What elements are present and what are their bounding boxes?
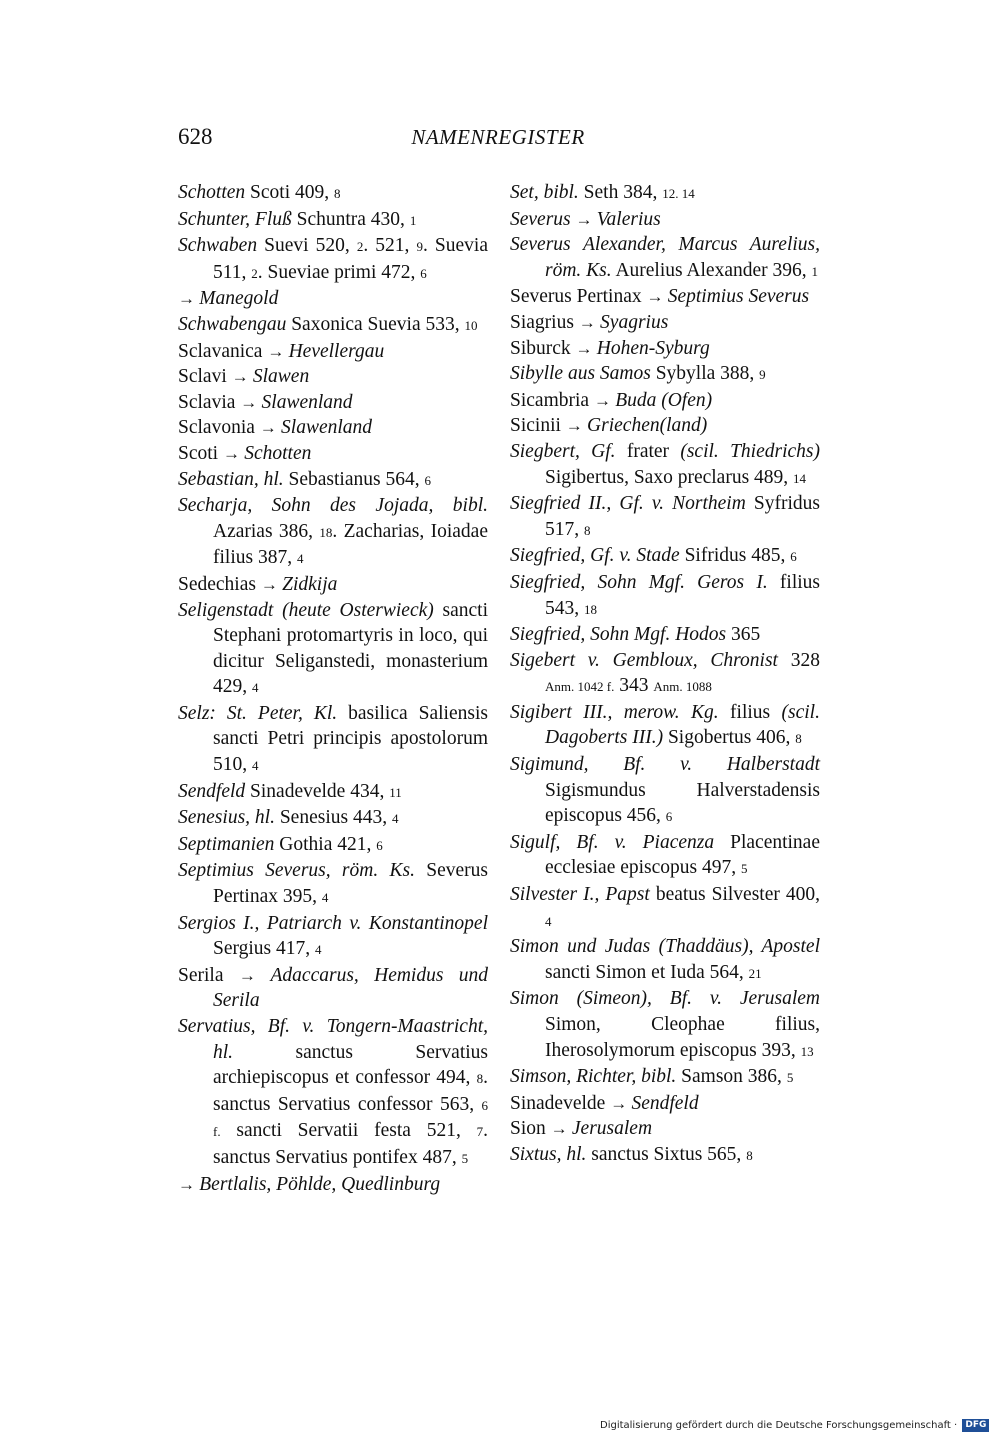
entry-ref-small: 4 [321,890,329,906]
entry-ref-small: 13 [800,1043,814,1059]
entry-ref-small: 1 [811,263,818,279]
entry-text: Sclavia [178,391,241,413]
entry-ref-small: 6 f. [213,1097,488,1140]
entry-text: Sicinii [510,415,566,437]
entry-ref-small: 6 [376,837,383,853]
entry-italic: Sendfeld [631,1092,699,1114]
index-entry [510,1064,820,1091]
entry-italic: Adaccarus, Hemidus und Serila [213,964,489,1012]
index-entry [178,832,488,859]
entry-text: . 521, [363,235,417,257]
entry-italic: Septimanien [178,833,275,855]
entry-ref-small: Anm. 1042 f. [545,679,615,695]
entry-ref-small: 6 [665,809,673,825]
entry-text: Sinadevelde 434, [245,780,390,802]
entry-text: Sybylla 388, [650,363,760,385]
entry-text: basilica Saliensis sancti Petri principis apostolorum 510, [213,702,488,776]
entry-text: . Suevia 511, [213,235,489,283]
index-entry [510,934,820,986]
entry-ref-small: 18 [319,524,333,540]
entry-text: Placentinae ecclesiae episcopus 497, [545,831,820,879]
index-entry [510,413,820,439]
index-entry [178,1014,488,1172]
cross-ref-arrow: → [240,392,262,412]
entry-italic: Sigebert v. Gembloux, Chronist [510,649,778,671]
running-head: NAMENREGISTER [411,125,585,149]
entry-italic: Siegfried, Sohn Mgf. Geros I. [510,571,768,593]
entry-ref-small: 14 [793,470,807,486]
entry-text: Suevi 520, [257,235,357,257]
entry-italic: Siegbert, Gf. [510,440,616,462]
index-entry [178,493,488,572]
index-entry [178,207,488,234]
entry-text: sanctus Servatius archiepiscopus et confessor 494, [213,1041,488,1089]
entry-italic: Sigibert III., merow. Kg. [510,701,719,723]
entry-ref-small: 6 [790,549,797,565]
entry-ref-small: 7 [476,1124,484,1140]
cross-ref-arrow: → [550,1119,572,1139]
cross-ref-arrow: → [565,416,588,436]
entry-text: sanctus Sixtus 565, [586,1143,747,1165]
entry-text: Sifridus 485, [679,545,791,567]
index-entry [178,1172,488,1198]
entry-italic: Silvester I., Papst [510,884,650,906]
index-entry [178,312,488,339]
entry-ref-small: 8 [476,1071,484,1087]
entry-italic: Simson, Richter, bibl. [510,1066,677,1088]
entry-text: . Zacharias, Ioiadae filius 387, [213,520,488,569]
index-entry [178,858,488,910]
entry-text: Schuntra 430, [291,208,410,230]
index-entry [510,361,820,388]
cross-ref-arrow: → [610,1093,632,1113]
entry-text: Siagrius [510,311,579,333]
entry-text: Sergius 417, [213,938,316,960]
entry-text: Sigismundus Halverstadensis episcopus 456, [545,779,820,827]
index-entry [510,752,820,830]
entry-text: Siburck [510,337,576,359]
index-entry [510,700,820,752]
entry-italic: Bertlalis, Pöhlde, Quedlinburg [199,1173,441,1195]
entry-text: Seth 384, [578,182,663,203]
entry-italic: Siegfried, Gf. v. Stade [510,545,680,567]
entry-text: Sclavanica [178,340,268,362]
entry-italic: Severus Alexander, Marcus Aurelius, röm. Ks. [510,234,820,281]
entry-italic: Siegfried, Sohn Mgf. Hodos [510,624,727,646]
entry-italic: Seligenstadt (heute Osterwieck) [178,599,434,621]
cross-ref-arrow: → [259,418,282,438]
entry-italic: Secharja, Sohn des Jojada, bibl. [178,495,488,517]
entry-italic: Sebastian, hl. [178,468,284,490]
cross-ref-arrow: → [178,1174,200,1194]
entry-text: Sinadevelde [510,1092,611,1114]
entry-ref-small: 5 [741,861,748,877]
entry-text: Sclavonia [178,417,260,439]
entry-text: Saxonica Suevia 533, [286,313,465,335]
index-entry [510,830,820,882]
entry-text: Sigibertus, Saxo preclarus 489, [545,466,794,488]
entry-ref-small: 4 [252,758,259,774]
cross-ref-arrow: → [575,209,597,229]
cross-ref-arrow: → [578,312,601,332]
cross-ref-arrow: → [238,965,271,985]
entry-text: Sicambria [510,389,594,411]
cross-ref-arrow: → [260,574,283,594]
index-entry [510,310,820,336]
entry-italic: Simon (Simeon), Bf. v. Jerusalem [510,988,820,1010]
index-entry [178,415,488,441]
entry-italic: Hohen-Syburg [596,337,710,359]
cross-ref-arrow: → [222,443,245,463]
index-column-left [178,180,488,1197]
index-entry [178,911,488,963]
entry-text: frater [615,440,681,462]
entry-ref-small: 8 [334,186,341,201]
entry-ref-small: 4 [391,811,399,827]
index-entry [178,598,488,701]
entry-ref-small: 12. 14 [662,186,695,201]
entry-ref-small: Anm. 1088 [653,679,712,695]
entry-ref-small: 2 [251,265,258,281]
dfg-logo: DFG [962,1419,989,1432]
cross-ref-arrow: → [267,341,289,361]
entry-italic: Sendfeld [178,780,246,802]
entry-italic: Septimius Severus, röm. Ks. [178,860,415,882]
entry-text: Simon, Cleophae filius, Iherosolymorum episcopus 393, [545,1014,820,1061]
entry-ref-small: 4 [545,913,552,929]
page-number: 628 [178,124,213,149]
index-entry [178,180,488,207]
entry-italic: Sixtus, hl. [510,1143,587,1165]
index-entry [178,390,488,416]
index-entry [510,622,820,648]
entry-italic: Simon und Judas (Thaddäus), Apostel [510,936,820,958]
entry-text: sancti Stephani protomartyris in loco, qui dicitur Seliganstedi, monasterium 429, [213,599,488,698]
entry-italic: Schwaben [178,235,258,257]
entry-ref-small: 1 [409,212,417,228]
entry-text: Sclavi [178,366,232,388]
entry-ref-small: 21 [748,965,762,981]
index-entry [178,467,488,494]
entry-italic: Griechen(land) [587,415,708,437]
entry-ref-small: 4 [315,942,322,958]
entry-ref-small: 8 [746,1147,753,1163]
entry-italic: Schwabengau [178,313,287,335]
entry-italic: Schunter, Fluß [178,208,292,230]
entry-text: Samson 386, [676,1066,787,1088]
entry-text: Sigobertus 406, [663,727,796,749]
entry-italic: Syagrius [600,311,669,333]
entry-italic: Sigulf, Bf. v. Piacenza [510,831,715,853]
entry-text: Scoti 409, [245,182,334,203]
index-entry [178,364,488,390]
entry-text: filius [718,701,782,723]
index-entry [178,233,488,286]
cross-ref-arrow: → [231,367,253,387]
entry-ref-small: 8 [584,522,591,538]
index-entry [510,986,820,1064]
entry-ref-small: 4 [296,551,304,567]
index-entry [178,963,488,1014]
entry-ref-small: 9 [416,239,423,255]
entry-italic: Slawen [252,366,310,388]
entry-italic: Manegold [199,288,279,310]
index-entry [510,232,820,284]
index-column-right [510,180,820,1169]
index-entry [510,1142,820,1169]
entry-text: . sanctus Servatius confessor 563, [213,1067,488,1115]
entry-italic: Sigimund, Bf. v. Halberstadt [510,754,820,776]
entry-text: Severus Pertinax 395, [213,860,488,908]
index-entry [510,207,820,233]
index-entry [510,1091,820,1117]
index-entry [178,805,488,832]
entry-italic: Siegfried II., Gf. v. Northeim [510,493,746,515]
entry-text: Sebastianus 564, [283,468,425,490]
entry-italic: Schotten [244,442,312,464]
entry-text: sancti Simon et Iuda 564, [545,961,749,983]
entry-ref-small: 10 [464,317,478,333]
entry-text: Scoti [178,442,223,464]
entry-italic: Hevellergau [288,340,385,362]
entry-text: Syfridus 517, [545,493,820,540]
cross-ref-arrow: → [646,287,668,307]
entry-text: Severus Pertinax [510,286,647,308]
entry-text: 328 [777,649,820,671]
entry-italic: Sergios I., Patriarch v. Konstantinopel [178,912,488,934]
entry-italic: (scil. Dagoberts III.) [545,701,820,749]
entry-italic: Slawenland [281,417,373,439]
entry-text: sancti Servatii festa 521, [220,1120,477,1142]
index-entry [510,570,820,622]
cross-ref-arrow: → [575,338,597,358]
footer-text: Digitalisierung gefördert durch die Deutsche Forschungsgemeinschaft · [600,1420,958,1431]
index-entry [178,779,488,806]
entry-italic: (scil. Thiedrichs) [680,440,820,462]
index-entry [178,441,488,467]
entry-text: Azarias 386, [213,520,320,542]
index-entry [510,336,820,362]
page-header [178,122,818,156]
entry-italic: Senesius, hl. [178,807,275,829]
index-entry [510,388,820,414]
entry-text: 343 [614,675,654,697]
index-entry [510,491,820,543]
entry-italic: Severus [510,208,571,230]
entry-italic: Servatius, Bf. v. Tongern-Maastricht, hl. [178,1016,488,1063]
entry-italic: Slawenland [261,391,353,413]
cross-ref-arrow: → [178,289,200,309]
entry-ref-small: 6 [424,472,431,488]
entry-text: Gothia 421, [274,833,377,855]
entry-ref-small: 5 [786,1070,794,1086]
entry-italic: Selz: St. Peter, Kl. [178,702,338,724]
index-entry [510,1116,820,1142]
entry-italic: Sibylle aus Samos [510,363,651,385]
index-entry [510,543,820,570]
entry-text: . Sueviae primi 472, [257,261,421,283]
entry-text: Sion [510,1118,551,1140]
index-entry [510,284,820,310]
entry-text: . sanctus Servatius pontifex 487, [213,1120,488,1168]
entry-italic: Schotten [178,182,246,203]
entry-italic: Jerusalem [571,1118,653,1140]
digitization-footer [600,1418,989,1434]
index-entry [178,339,488,365]
entry-ref-small: 11 [389,784,402,800]
entry-text: 365 [726,624,761,646]
index-entry [178,286,488,312]
entry-text: filius 543, [545,571,820,619]
index-entry [510,180,820,207]
entry-text: Serila [178,964,239,986]
index-entry [178,572,488,598]
cross-ref-arrow: → [593,390,616,410]
index-entry [178,701,488,779]
entry-ref-small: 9 [759,367,766,383]
entry-italic: Septimius Severus [667,286,810,308]
entry-italic: Buda (Ofen) [615,389,713,411]
entry-ref-small: 6 [420,265,427,281]
entry-ref-small: 18 [584,601,597,617]
entry-text: Senesius 443, [274,807,392,829]
index-entry [510,439,820,491]
entry-text: beatus Silvester 400, [649,884,820,906]
entry-ref-small: 5 [461,1150,469,1166]
entry-text: Sedechias [178,573,261,595]
index-entry [510,882,820,934]
entry-text: Aurelius Alexander 396, [611,259,812,281]
entry-italic: Zidkija [282,573,338,595]
entry-ref-small: 2 [356,239,364,255]
entry-italic: Set, bibl. [510,182,579,203]
index-entry [510,648,820,700]
entry-ref-small: 4 [252,680,259,696]
entry-ref-small: 8 [795,731,802,747]
entry-italic: Valerius [596,208,661,230]
